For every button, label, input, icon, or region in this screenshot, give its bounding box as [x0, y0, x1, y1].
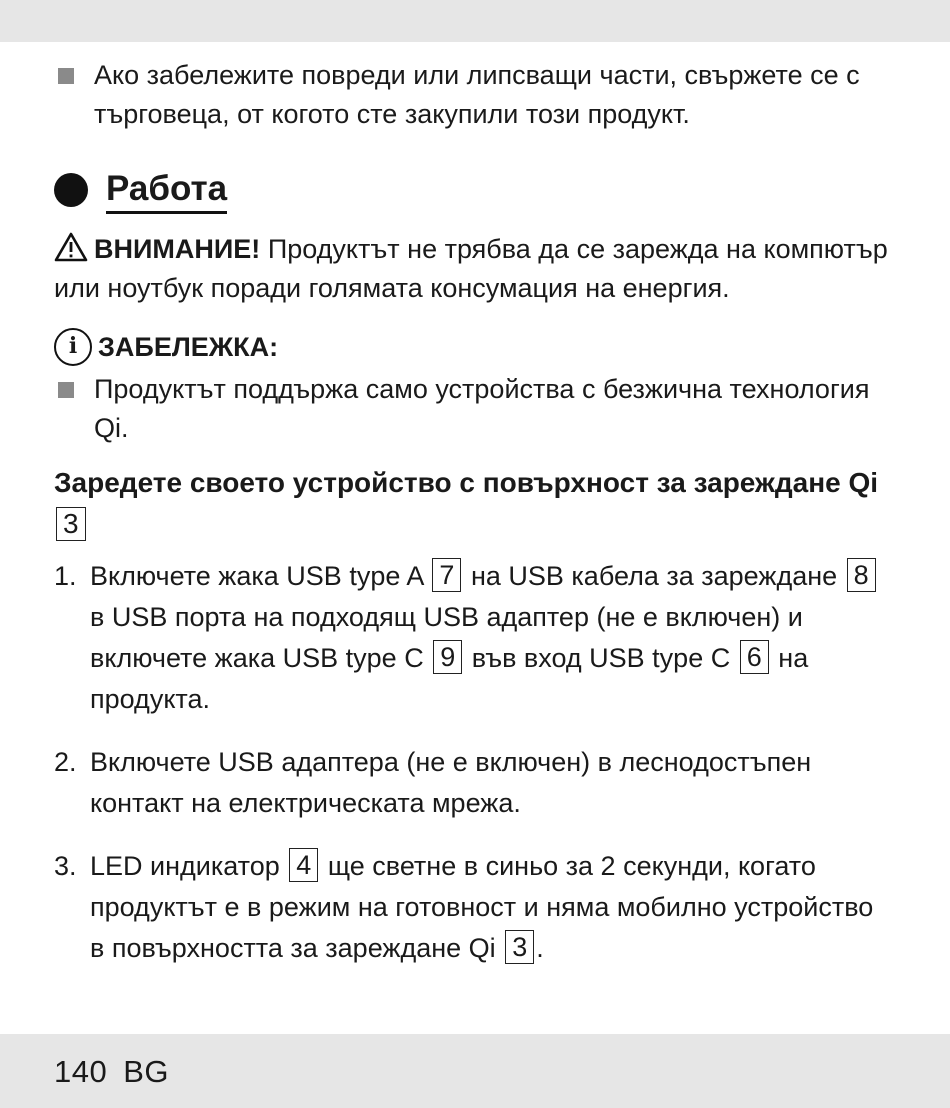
footer-band [0, 1034, 950, 1108]
step-number: 1. [54, 561, 77, 591]
square-bullet-icon [58, 382, 74, 398]
step-text: ще светне в синьо за 2 секунди, когато продуктът е в режим на готовност и няма мобилно устройство в повърхността за зареждане Qi [90, 851, 874, 963]
step-item [54, 846, 894, 969]
ref-box: 4 [289, 848, 318, 882]
note-bullet [54, 370, 894, 448]
page-content [54, 56, 894, 969]
warning-text: Продуктът не трябва да се зарежда на компютър или ноутбук поради голямата консумация на енергия. [54, 234, 888, 303]
warning-triangle-icon [54, 232, 88, 262]
ref-box: 6 [740, 640, 769, 674]
filled-circle-icon [54, 173, 88, 207]
warning-label: ВНИМАНИЕ! [94, 234, 261, 264]
square-bullet-icon [58, 68, 74, 84]
page-footer [54, 1054, 169, 1090]
subheading [54, 462, 894, 546]
step-number: 3. [54, 851, 77, 881]
step-text: на продукта. [90, 643, 809, 714]
intro-bullet-text: Ако забележите повреди или липсващи части, свържете се с търговеца, от когото сте закупили този продукт. [94, 60, 860, 129]
section-title: Работа [106, 167, 227, 214]
ref-box: 3 [505, 930, 534, 964]
step-number: 2. [54, 747, 77, 777]
step-text: LED индикатор [90, 851, 280, 881]
ref-box: 9 [433, 640, 462, 674]
info-icon: i [54, 328, 92, 366]
note-label: ЗАБЕЛЕЖКА: [98, 331, 279, 362]
step-text: на USB кабела за зареждане [470, 561, 838, 591]
step-text: Включете жака USB type A [90, 561, 423, 591]
step-text: Включете USB адаптера (не е включен) в леснодостъпен контакт на електрическата мрежа. [90, 747, 812, 818]
step-item [54, 556, 894, 720]
step-text: в USB порта на подходящ USB адаптер (не е включен) и включете жака USB type C [90, 602, 803, 673]
subheading-text: Заредете своето устройство с повърхност за зареждане Qi [54, 467, 879, 498]
step-text: . [536, 933, 544, 963]
language-code: BG [123, 1054, 170, 1089]
steps-list [54, 556, 894, 969]
warning-paragraph [54, 230, 894, 308]
section-heading [54, 162, 894, 218]
intro-bullet [54, 56, 894, 134]
ref-box: 3 [56, 507, 86, 541]
note-bullet-text: Продуктът поддържа само устройства с безжична технология Qi. [94, 374, 870, 443]
step-item [54, 742, 894, 824]
ref-box: 7 [432, 558, 461, 592]
step-text: във вход USB type C [471, 643, 731, 673]
page-number: 140 [54, 1054, 108, 1089]
note-heading [54, 324, 894, 370]
top-band [0, 0, 950, 42]
ref-box: 8 [847, 558, 876, 592]
